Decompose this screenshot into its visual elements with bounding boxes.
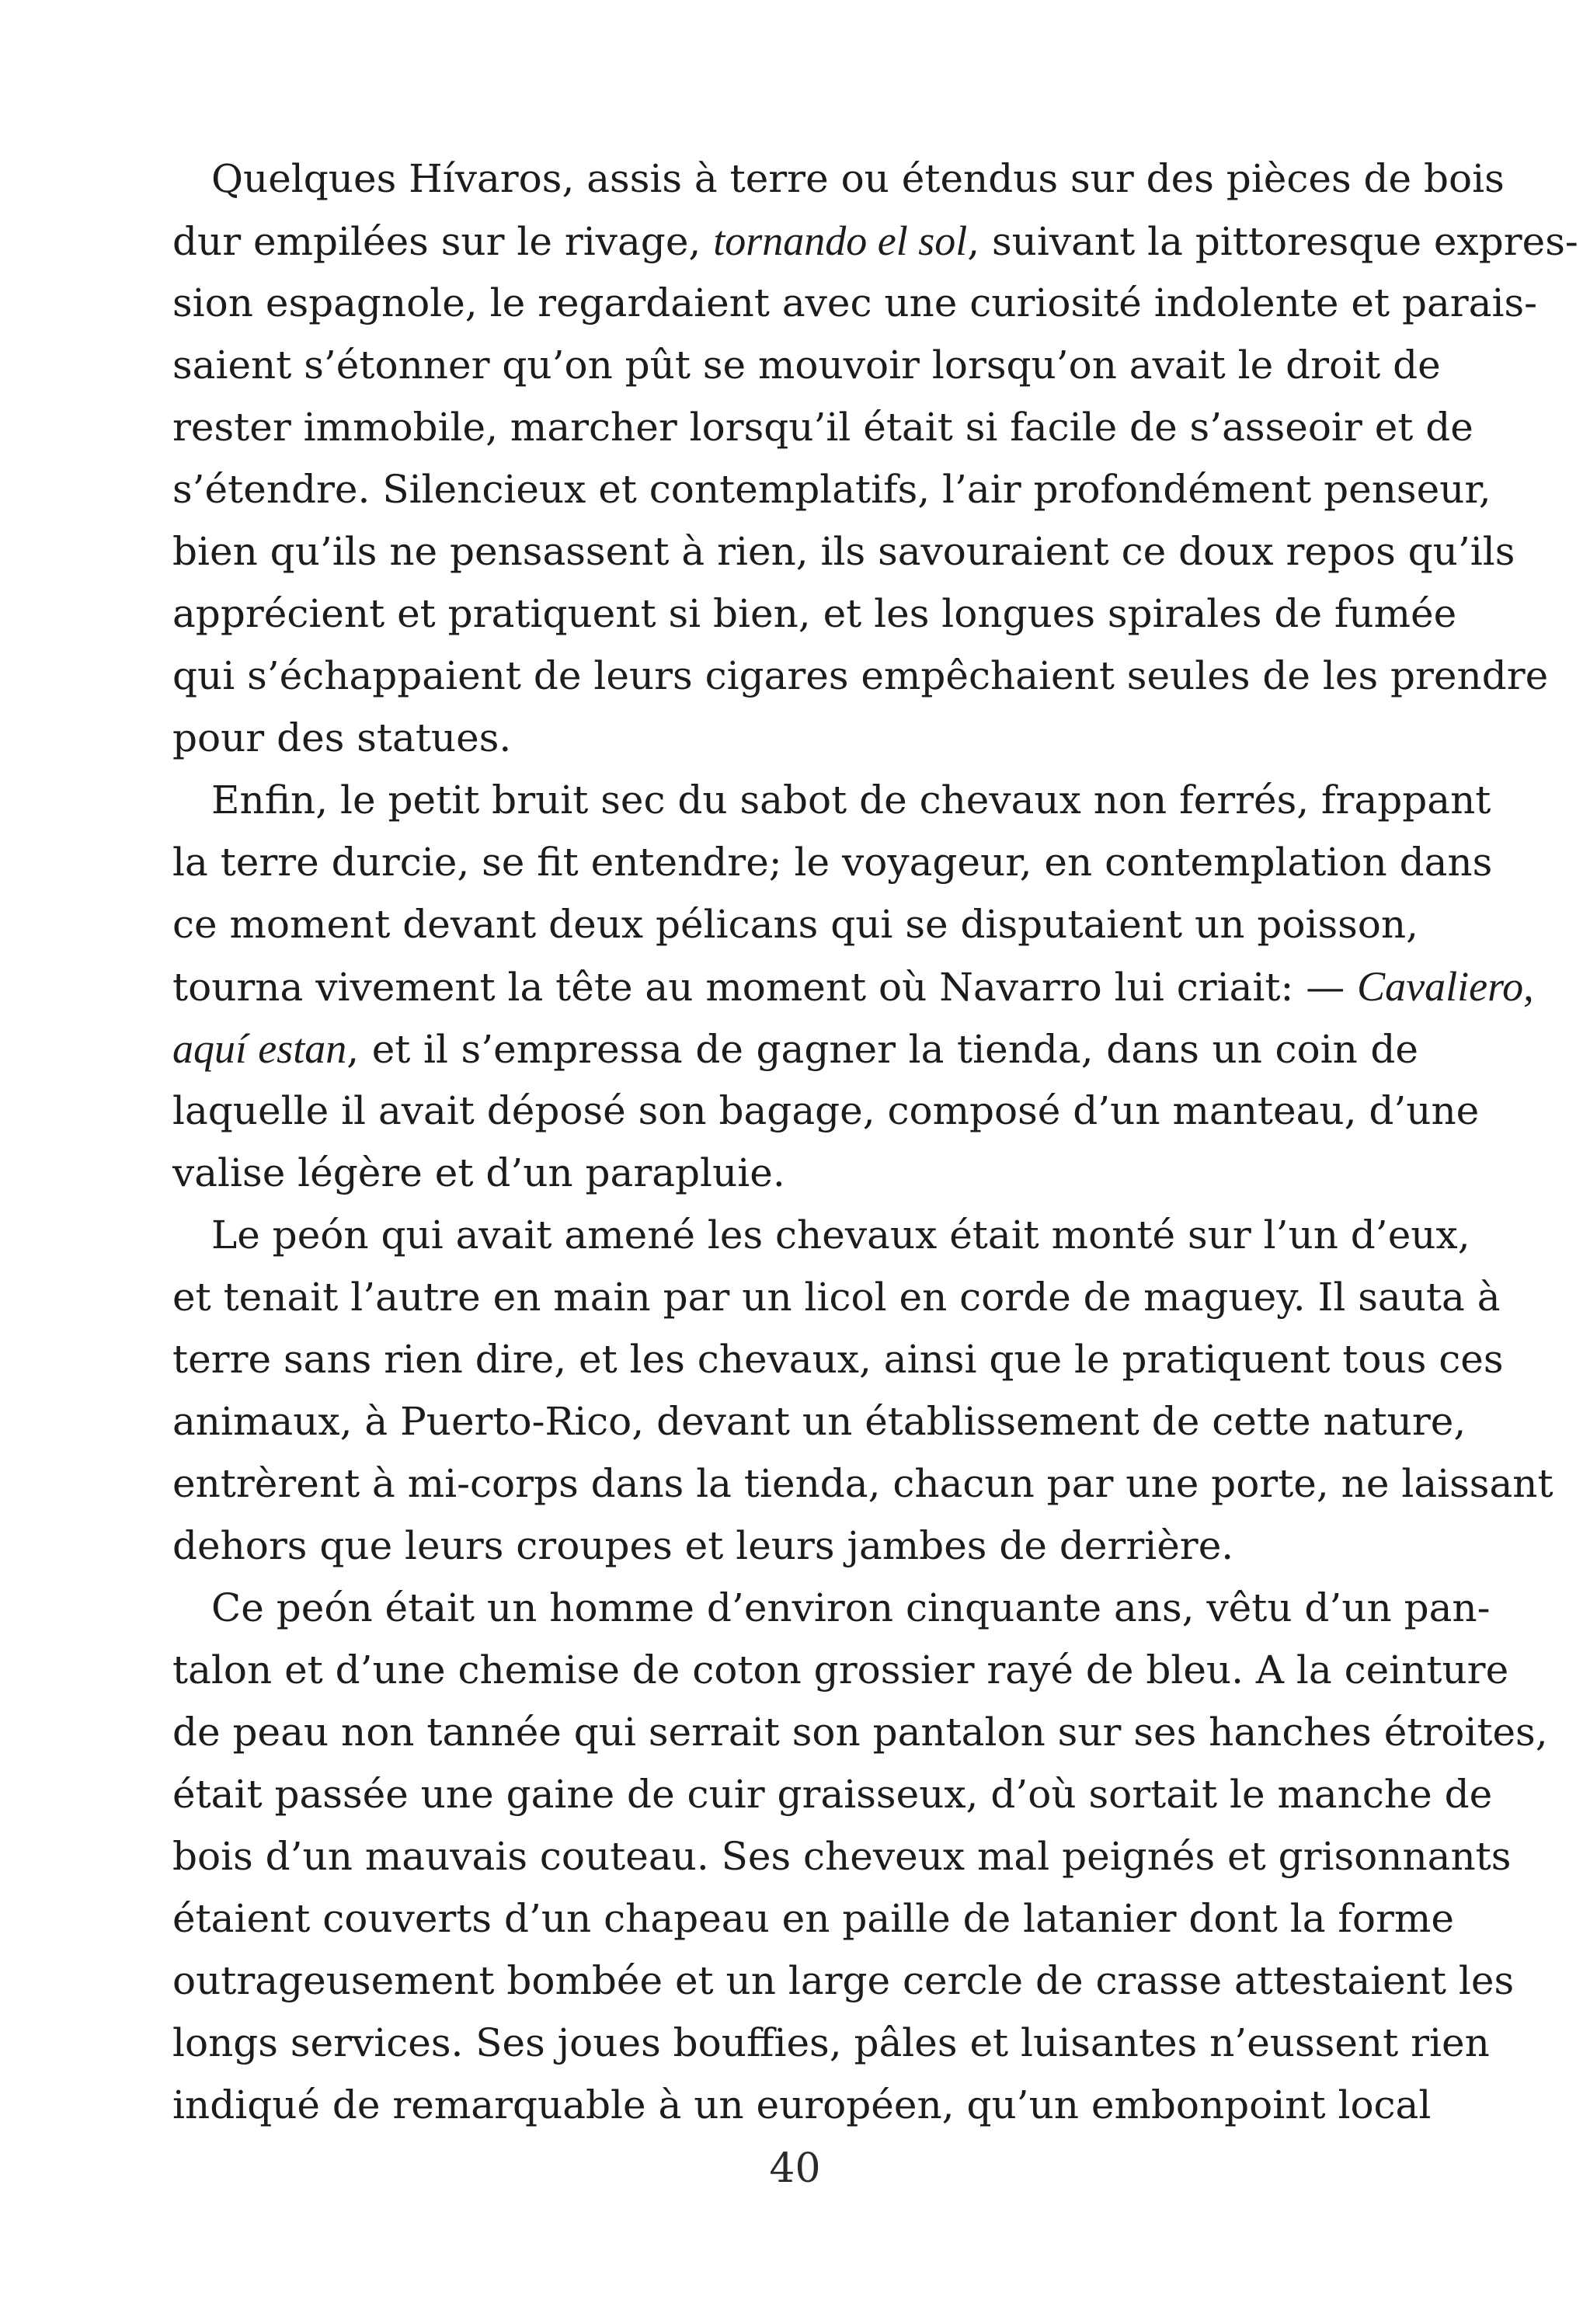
line-text: outrageusement bombée et un large cercle de crasse attestaient les (172, 1958, 1515, 2003)
line-text: Ce peón était un homme d’environ cinquante ans, vêtu d’un pan- (211, 1585, 1491, 1630)
text-line (172, 520, 1515, 583)
text-line (172, 1142, 1418, 1204)
line-text: terre sans rien dire, et les chevaux, ainsi que le pratiquent tous ces (172, 1337, 1504, 1382)
line-text: saient s’étonner qu’on pût se mouvoir lorsqu’on avait le droit de (172, 343, 1441, 388)
italic-text: Cavaliero, (1357, 963, 1534, 1010)
line-text: indiqué de remarquable à un européen, qu’un embonpoint local (172, 2082, 1432, 2127)
text-line (172, 1763, 1493, 1825)
line-text: bien qu’ils ne pensassent à rien, ils savouraient ce doux repos qu’ils (172, 529, 1515, 574)
text-line (172, 645, 1549, 707)
line-text: animaux, à Puerto-Rico, devant un établissement de cette nature, (172, 1399, 1466, 1444)
text-line (172, 1950, 1515, 2012)
text-line (172, 1639, 1509, 1701)
text-line (172, 1452, 1553, 1515)
line-text: entrèrent à mi-corps dans la tienda, chacun par une porte, ne laissant (172, 1461, 1553, 1506)
line-text: de peau non tannée qui serrait son pantalon sur ses hanches étroites, (172, 1710, 1548, 1755)
text-line (172, 1328, 1504, 1390)
italic-text: tornando el sol (713, 217, 968, 264)
line-text: sion espagnole, le regardaient avec une curiosité indolente et parais- (172, 280, 1538, 325)
line-text: tourna vivement la tête au moment où Navarro lui criait: — (172, 965, 1358, 1010)
line-text: valise légère et d’un parapluie. (172, 1150, 785, 1195)
text-line (172, 1080, 1480, 1142)
line-text: bois d’un mauvais couteau. Ses cheveux mal peignés et grisonnants (172, 1834, 1512, 1879)
line-text: s’étendre. Silencieux et contemplatifs, l’air profondément penseur, (172, 467, 1491, 512)
line-text: qui s’échappaient de leurs cigares empêchaient seules de les prendre (172, 653, 1549, 698)
text-line (172, 1266, 1501, 1328)
body-text (172, 148, 1578, 2152)
text-line (172, 1390, 1466, 1452)
text-line (172, 2074, 1432, 2136)
text-line (172, 893, 1418, 955)
text-line (172, 955, 1534, 1018)
text-line (172, 831, 1493, 893)
text-line (172, 396, 1473, 458)
text-line (172, 2012, 1490, 2074)
text-line (172, 334, 1441, 396)
text-line (172, 1887, 1454, 1950)
line-text: longs services. Ses joues bouffies, pâles et luisantes n’eussent rien (172, 2020, 1490, 2065)
line-text: était passée une gaine de cuir graisseux, d’où sortait le manche de (172, 1772, 1493, 1817)
line-text: dehors que leurs croupes et leurs jambes de derrière. (172, 1523, 1234, 1568)
line-text: ce moment devant deux pélicans qui se disputaient un poisson, (172, 902, 1418, 947)
text-line (172, 1825, 1512, 1887)
line-text: Enfin, le petit bruit sec du sabot de chevaux non ferrés, frappant (211, 778, 1491, 823)
text-line (172, 1515, 1418, 1577)
line-text: talon et d’une chemise de coton grossier rayé de bleu. A la ceinture (172, 1647, 1509, 1693)
italic-text: aquí estan (172, 1025, 347, 1072)
line-text: apprécient et pratiquent si bien, et les longues spirales de fumée (172, 591, 1457, 636)
text-line (172, 769, 1491, 831)
page-number: 40 (769, 2145, 821, 2192)
text-line (172, 272, 1538, 334)
line-text: rester immobile, marcher lorsqu’il était si facile de s’asseoir et de (172, 405, 1473, 450)
line-text: , suivant la pittoresque expres- (967, 219, 1578, 264)
text-line (172, 1018, 1418, 1080)
text-line (172, 1204, 1470, 1266)
text-line (172, 1577, 1491, 1639)
text-line (172, 458, 1491, 520)
line-text: , et il s’empressa de gagner la tienda, dans un coin de (346, 1027, 1418, 1072)
line-text: dur empilées sur le rivage, (172, 219, 714, 264)
text-line (172, 1701, 1548, 1763)
line-text: et tenait l’autre en main par un licol en corde de maguey. Il sauta à (172, 1275, 1501, 1320)
line-text: pour des statues. (172, 715, 512, 760)
text-line (172, 707, 1418, 769)
line-text: la terre durcie, se fit entendre; le voyageur, en contemplation dans (172, 840, 1493, 885)
text-line (172, 583, 1457, 645)
line-text: laquelle il avait déposé son bagage, composé d’un manteau, d’une (172, 1088, 1480, 1133)
text-line (172, 210, 1578, 272)
line-text: étaient couverts d’un chapeau en paille de latanier dont la forme (172, 1896, 1454, 1941)
line-text: Le peón qui avait amené les chevaux était monté sur l’un d’eux, (211, 1212, 1470, 1258)
text-line (172, 148, 1505, 210)
line-text: Quelques Hívaros, assis à terre ou étendus sur des pièces de bois (211, 156, 1505, 201)
